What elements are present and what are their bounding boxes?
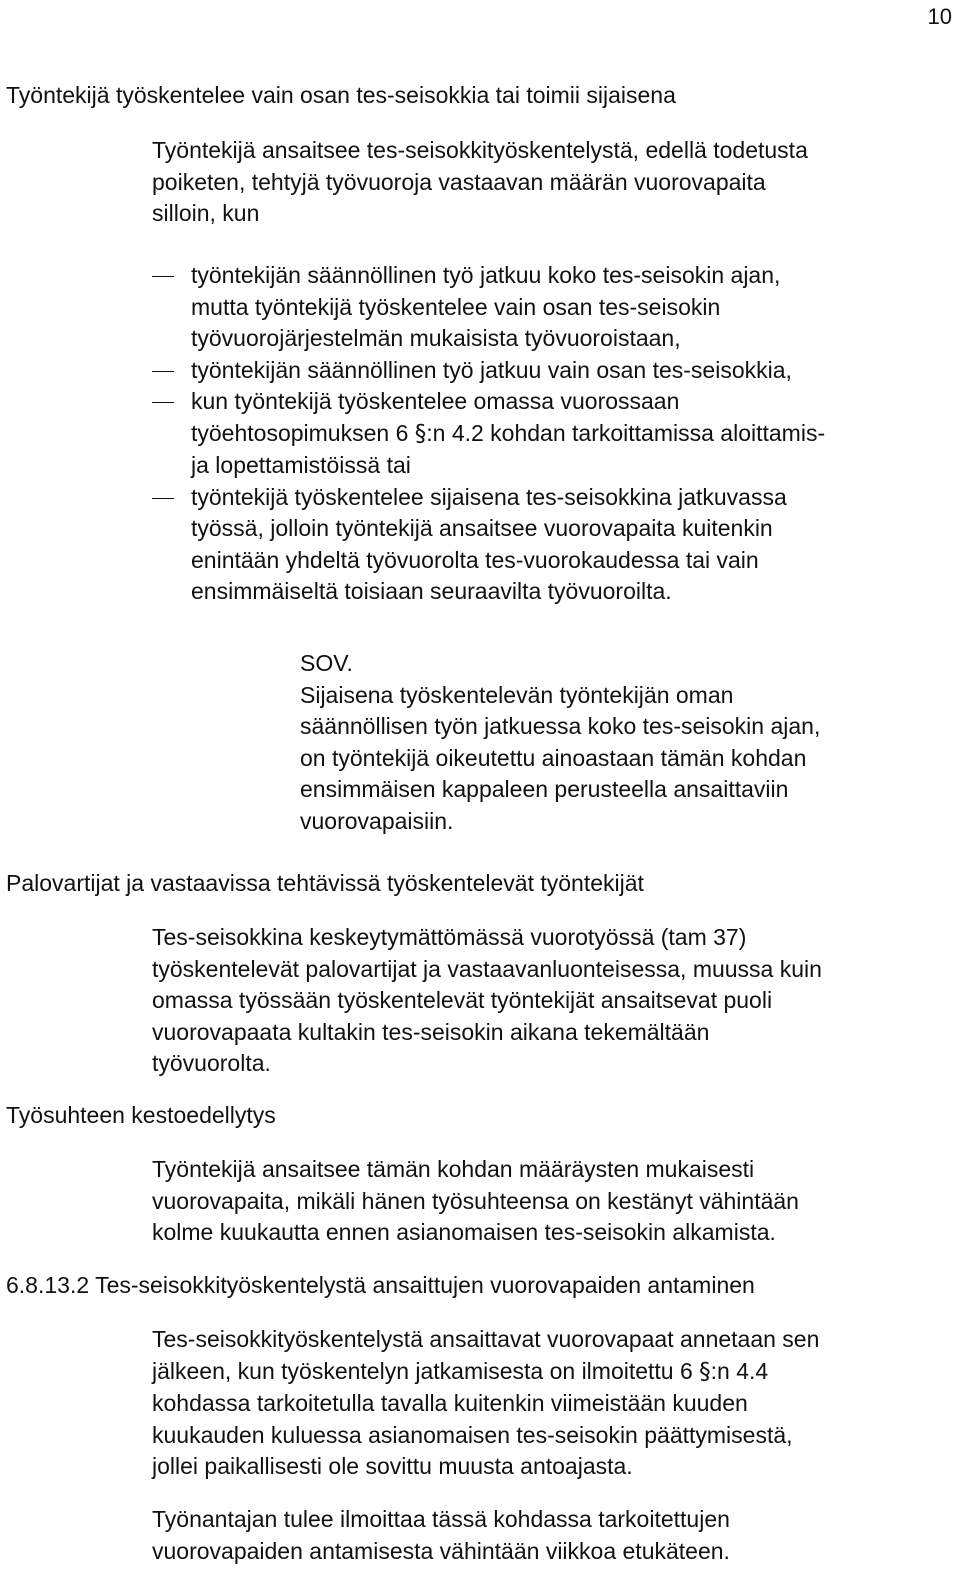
text-line: vuorovapaita, mikäli hänen työsuhteensa on kestänyt vähintään <box>152 1187 799 1214</box>
text-line: on työntekijä oikeutettu ainoastaan tämän kohdan <box>300 744 807 771</box>
text-line: silloin, kun <box>152 200 260 226</box>
text-line: säännöllisen työn jatkuessa koko tes-seisokin ajan, <box>300 713 821 739</box>
text-line: työssä, jolloin työntekijä ansaitsee vuorovapaita kuitenkin <box>191 515 773 541</box>
page-number: 10 <box>927 4 952 29</box>
text-line: työntekijä työskentelee sijaisena tes-seisokkina jatkuvassa <box>191 483 787 510</box>
text-line: työvuorojärjestelmän mukaisista työvuoroistaan, <box>191 325 681 351</box>
text-line: kolme kuukautta ennen asianomaisen tes-seisokin alkamista. <box>152 1219 776 1245</box>
text-line: työskentelevät palovartijat ja vastaavanluonteisessa, muussa kuin <box>152 955 822 982</box>
text-line: Työntekijä ansaitsee tes-seisokkityöskentelystä, edellä todetusta <box>152 137 808 163</box>
text-line: Sijaisena työskentelevän työntekijän oman <box>300 681 734 708</box>
section-heading-substitute: Työntekijä työskentelee vain osan tes-seisokkia tai toimii sijaisena <box>6 82 676 108</box>
text-line: Työntekijä ansaitsee tämän kohdan määräysten mukaisesti <box>152 1156 755 1182</box>
text-line: työvuorolta. <box>152 1050 271 1076</box>
text-line: vuorovapaiden antamisesta vähintään viikkoa etukäteen. <box>152 1537 730 1564</box>
text-line: enintään yhdeltä työvuorolta tes-vuorokaudessa tai vain <box>191 546 759 573</box>
text-line: työehtosopimuksen 6 §:n 4.2 kohdan tarkoittamissa aloittamis- <box>191 419 826 447</box>
sov-note <box>300 648 940 837</box>
sov-label: SOV. <box>300 650 353 676</box>
text-line: jälkeen, kun työskentelyn jatkamisesta on ilmoitettu 6 §:n 4.4 <box>152 1357 769 1385</box>
dash-bullet-icon <box>152 371 174 372</box>
text-line: kun työntekijä työskentelee omassa vuorossaan <box>191 388 680 414</box>
section1-intro <box>152 135 952 230</box>
text-line: poiketen, tehtyjä työvuoroja vastaavan määrän vuorovapaita <box>152 168 766 195</box>
text-line: vuorovapaisiin. <box>300 807 454 834</box>
text-line: omassa työssään työskentelevät työntekijät ansaitsevat puoli <box>152 987 773 1013</box>
section2-text <box>152 922 952 1080</box>
dash-bullet-icon <box>152 276 174 277</box>
text-line: kohdassa tarkoitetulla tavalla kuitenkin viimeistään kuuden <box>152 1390 748 1416</box>
list-item <box>152 482 952 608</box>
text-line: mutta työntekijä työskentelee vain osan tes-seisokin <box>191 293 721 320</box>
section4-paragraph-2 <box>152 1504 952 1567</box>
text-line: työntekijän säännöllinen työ jatkuu koko tes-seisokin ajan, <box>191 262 781 288</box>
continuation-line <box>152 450 952 482</box>
section-heading-6-8-13-2: 6.8.13.2 Tes-seisokkityöskentelystä ansaittujen vuorovapaiden antaminen <box>6 1272 755 1298</box>
text-line: jollei paikallisesti ole sovittu muusta antoajasta. <box>152 1453 633 1479</box>
section-heading-fire-guards: Palovartijat ja vastaavissa tehtävissä työskentelevät työntekijät <box>6 870 644 896</box>
text-line: vuorovapaata kultakin tes-seisokin aikana tekemältään <box>152 1018 710 1045</box>
section3-text <box>152 1154 952 1249</box>
text-line: ensimmäisen kappaleen perusteella ansaittaviin <box>300 776 789 802</box>
section-symbol: § <box>699 1358 711 1385</box>
text-line: työntekijän säännöllinen työ jatkuu vain osan tes-seisokkia, <box>191 356 792 383</box>
section-heading-employment-duration: Työsuhteen kestoedellytys <box>6 1102 276 1128</box>
list-item <box>152 386 952 450</box>
condition-list <box>152 260 952 608</box>
text-line: ja lopettamistöissä tai <box>191 452 411 478</box>
list-item <box>152 260 952 355</box>
section-symbol: § <box>414 420 427 447</box>
text-line: Tes-seisokkityöskentelystä ansaittavat vuorovapaat annetaan sen <box>152 1326 820 1352</box>
dash-bullet-icon <box>152 402 174 403</box>
section4-paragraph-1 <box>152 1324 952 1483</box>
text-line: kuukauden kuluessa asianomaisen tes-seisokin päättymisestä, <box>152 1421 793 1448</box>
list-item <box>152 355 952 387</box>
dash-bullet-icon <box>152 498 174 499</box>
text-line: Tes-seisokkina keskeytymättömässä vuorotyössä (tam 37) <box>152 924 747 950</box>
text-line: Työnantajan tulee ilmoittaa tässä kohdassa tarkoitettujen <box>152 1506 730 1532</box>
text-line: ensimmäiseltä toisiaan seuraavilta työvuoroilta. <box>191 578 672 604</box>
